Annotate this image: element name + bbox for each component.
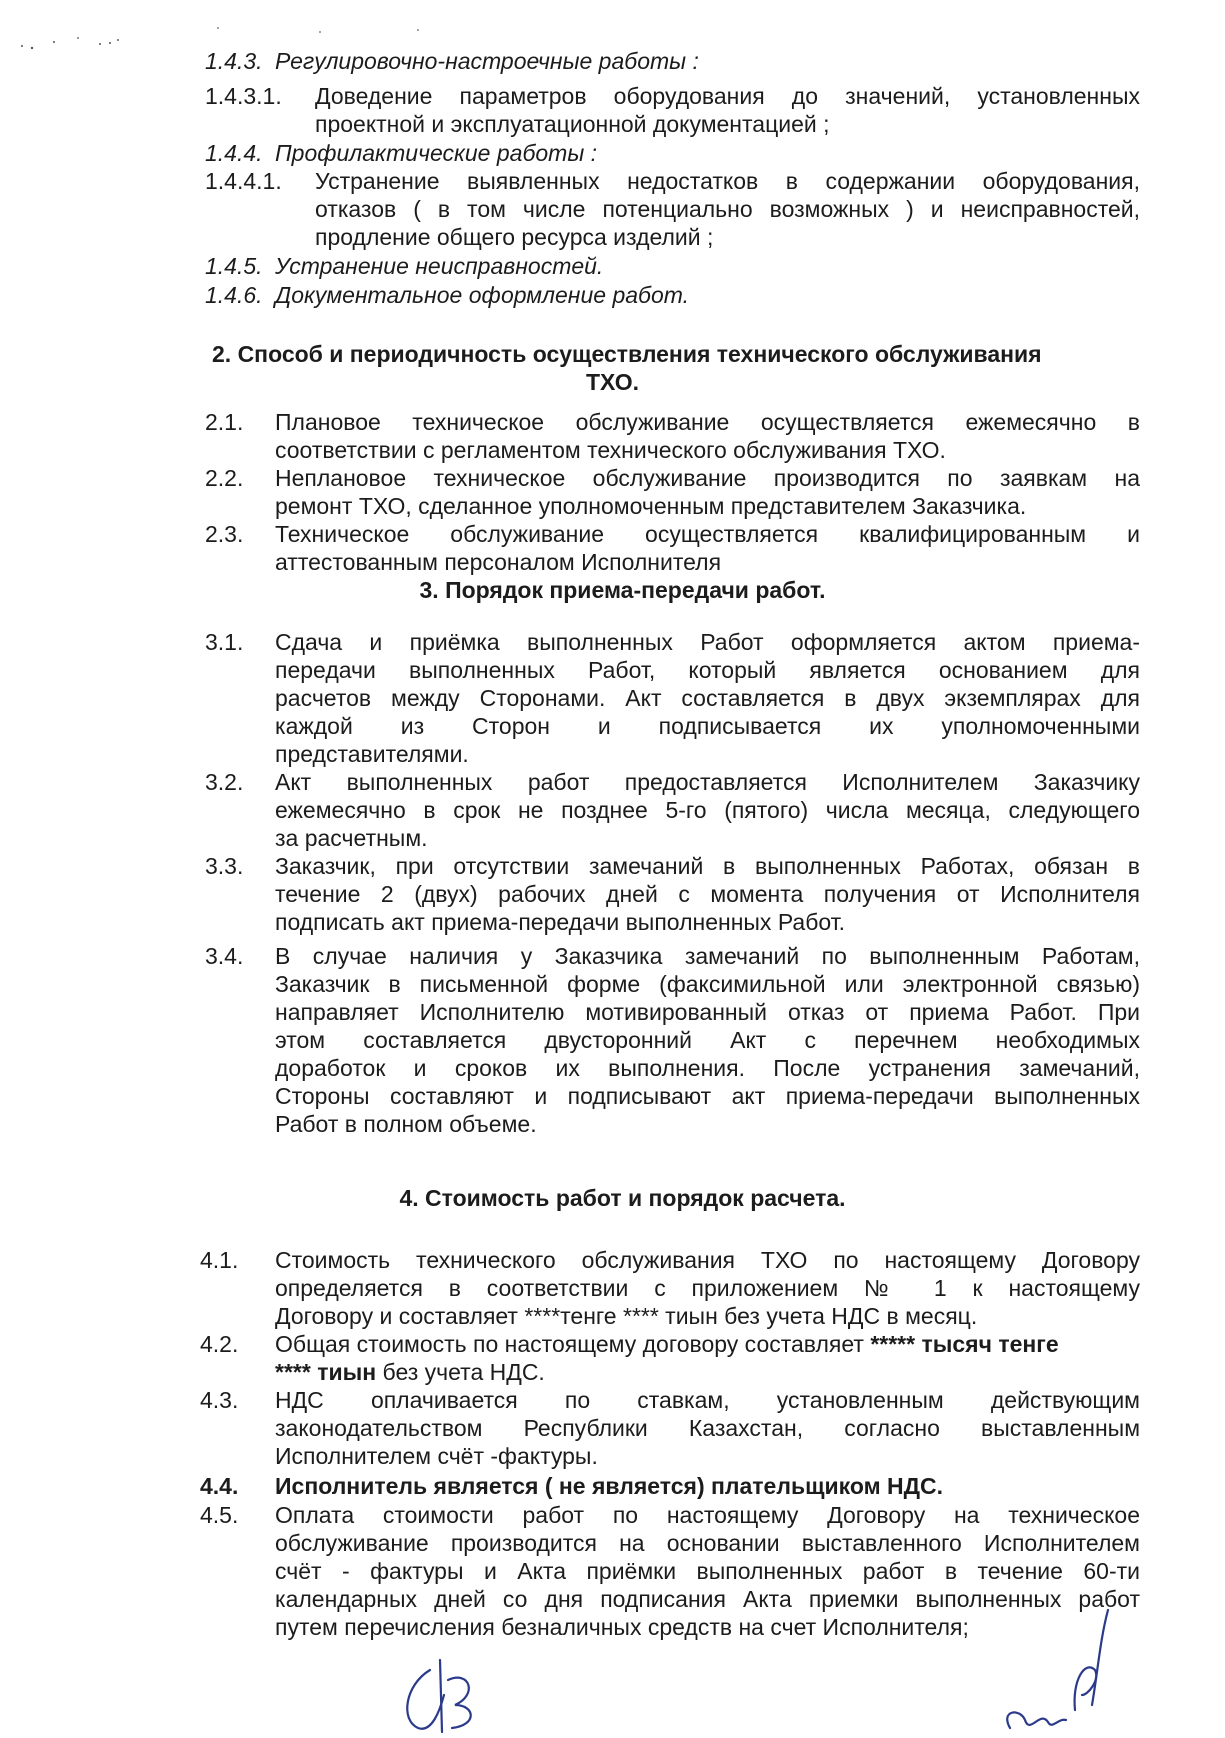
item-number: 1.4.4.1. [205,168,282,194]
item-text: Стороны составляют и подписывают акт приема-передачи выполненных [275,1083,1140,1109]
item-2-1 [0,407,1225,437]
item-1-4-4-1 [0,166,1225,196]
item-3-4-cont [0,1025,1225,1055]
item-text: этом составляется двусторонний Акт с перечнем необходимых [275,1027,1140,1053]
item-3-2-cont [0,823,1225,853]
item-text: подписать акт приема-передачи выполненных Работ. [275,909,846,935]
item-text: доработок и сроков их выполнения. После устранения замечаний, [275,1055,1140,1081]
item-number: 3.4. [205,943,244,969]
item-3-1-cont [0,655,1225,685]
item-number: 4.5. [200,1502,239,1528]
item-number: 3.1. [205,629,244,655]
item-1-4-4-1-cont [0,194,1225,224]
item-text: Сдача и приёмка выполненных Работ оформляется актом приема- [275,629,1140,655]
section-2-heading: 2. Способ и периодичность осуществления технического обслуживания [212,341,1042,367]
item-text: Заказчик в письменной форме (факсимильной или электронной связью) [275,971,1140,997]
item-4-5-cont [0,1556,1225,1586]
item-4-3-cont [0,1413,1225,1443]
item-4-4 [0,1471,1225,1501]
signature-left [407,1660,471,1732]
item-text: отказов ( в том числе потенциально возможных ) и неисправностей, [315,196,1140,222]
item-text-plain: Общая стоимость по настоящему договору составляет [275,1331,871,1357]
item-number: 2.3. [205,521,244,547]
section-3-heading: 3. Порядок приема-передачи работ. [419,577,826,603]
item-text: НДС оплачивается по ставкам, установленным действующим [275,1387,1140,1413]
item-text: продление общего ресурса изделий ; [315,224,714,250]
item-4-2-cont [0,1357,1225,1387]
item-text: Оплата стоимости работ по настоящему Договору на техническое [275,1502,1140,1528]
item-number: 4.1. [200,1247,239,1273]
item-3-1-cont [0,711,1225,741]
item-3-1 [0,627,1225,657]
item-text: календарных дней со дня подписания Акта приемки выполненных работ [275,1586,1140,1612]
item-number: 4.3. [200,1387,239,1413]
item-text: Исполнитель является ( не является) плательщиком НДС. [275,1473,943,1499]
item-2-3-cont [0,547,1225,577]
item-text: определяется в соответствии с приложением № 1 к настоящему [275,1275,1140,1301]
item-text: Регулировочно-настроечные работы : [275,48,699,74]
item-number: 3.2. [205,769,244,795]
item-4-1 [0,1245,1225,1275]
item-number: 4.4. [200,1473,239,1499]
item-1-4-3-1-cont [0,109,1225,139]
item-text: Работ в полном объеме. [275,1111,537,1137]
item-3-3-cont [0,907,1225,937]
item-text: Заказчик, при отсутствии замечаний в выполненных Работах, обязан в [275,853,1140,879]
item-text: проектной и эксплуатационной документацией ; [315,111,830,137]
item-1-4-4-1-cont [0,222,1225,252]
item-3-1-cont [0,739,1225,769]
item-text: законодательством Республики Казахстан, согласно выставленным [275,1415,1140,1441]
item-3-3 [0,851,1225,881]
item-3-4-cont [0,1109,1225,1139]
item-number: 3.3. [205,853,244,879]
item-2-3 [0,519,1225,549]
item-text: расчетов между Сторонами. Акт составляется в двух экземплярах для [275,685,1140,711]
item-text-bold: **** тиын [275,1359,377,1385]
item-3-4-cont [0,997,1225,1027]
item-1-4-6 [0,280,1225,310]
item-text: Документальное оформление работ. [275,282,690,308]
item-2-1-cont [0,435,1225,465]
item-2-2-cont [0,491,1225,521]
item-text: Стоимость технического обслуживания ТХО по настоящему Договору [275,1247,1140,1273]
item-1-4-3 [0,46,1225,76]
section-4-heading: 4. Стоимость работ и порядок расчета. [399,1185,846,1211]
item-text: течение 2 (двух) рабочих дней с момента получения от Исполнителя [275,881,1140,907]
item-text: передачи выполненных Работ, который является основанием для [275,657,1140,683]
item-number: 1.4.3. [205,48,263,74]
item-3-2-cont [0,795,1225,825]
item-text: за расчетным. [275,825,428,851]
item-text: Доведение параметров оборудования до значений, установленных [315,83,1140,109]
item-text: соответствии с регламентом технического обслуживания ТХО. [275,437,946,463]
item-1-4-3-1 [0,81,1225,111]
item-text: представителями. [275,741,469,767]
item-text [275,1329,1059,1359]
item-text: В случае наличия у Заказчика замечаний по выполненным Работам, [275,943,1140,969]
item-text: аттестованным персоналом Исполнителя [275,549,722,575]
item-text: Устранение выявленных недостатков в содержании оборудования, [315,168,1140,194]
item-text: Неплановое техническое обслуживание производится по заявкам на [275,465,1140,491]
signature-right [1007,1610,1108,1728]
section-2-heading-cont: ТХО. [585,369,640,395]
item-3-4-cont [0,1081,1225,1111]
item-text: Техническое обслуживание осуществляется квалифицированным и [275,521,1140,547]
item-number: 2.2. [205,465,244,491]
item-3-3-cont [0,879,1225,909]
item-text: Исполнителем счёт -фактуры. [275,1443,598,1469]
item-1-4-4 [0,138,1225,168]
item-3-1-cont [0,683,1225,713]
item-text: Устранение неисправностей. [275,253,604,279]
item-4-1-cont [0,1301,1225,1331]
item-text: обслуживание производится на основании выставленного Исполнителем [275,1530,1140,1556]
item-text: Профилактические работы : [275,140,598,166]
item-3-4-cont [0,969,1225,999]
item-number: 1.4.6. [205,282,263,308]
item-number: 4.2. [200,1331,239,1357]
item-number: 2.1. [205,409,244,435]
item-3-4-cont [0,1053,1225,1083]
item-text: счёт - фактуры и Акта приёмки выполненных работ в течение 60-ти [275,1558,1140,1584]
item-text: каждой из Сторон и подписывается их уполномоченными [275,713,1140,739]
item-text-plain: без учета НДС. [376,1359,545,1385]
item-3-4 [0,941,1225,971]
item-2-2 [0,463,1225,493]
item-number: 1.4.3.1. [205,83,282,109]
item-text-bold: ***** тысяч тенге [870,1331,1059,1357]
item-text: направляет Исполнителю мотивированный отказ от приема Работ. При [275,999,1140,1025]
item-text: Плановое техническое обслуживание осуществляется ежемесячно в [275,409,1140,435]
item-number: 1.4.4. [205,140,263,166]
item-4-3-cont [0,1441,1225,1471]
item-number: 1.4.5. [205,253,263,279]
item-text: Акт выполненных работ предоставляется Исполнителем Заказчику [275,769,1140,795]
item-3-2 [0,767,1225,797]
item-text: ремонт ТХО, сделанное уполномоченным представителем Заказчика. [275,493,1027,519]
item-text: ежемесячно в срок не позднее 5-го (пятого) числа месяца, следующего [275,797,1140,823]
item-4-3 [0,1385,1225,1415]
signatures [0,1600,1225,1738]
item-1-4-5 [0,251,1225,281]
item-4-5-cont [0,1528,1225,1558]
item-4-1-cont [0,1273,1225,1303]
item-text [275,1357,545,1387]
item-text: путем перечисления безналичных средств на счет Исполнителя; [275,1614,969,1640]
item-4-2 [0,1329,1225,1359]
item-text: Договору и составляет ****тенге **** тиын без учета НДС в месяц. [275,1303,978,1329]
item-4-5 [0,1500,1225,1530]
